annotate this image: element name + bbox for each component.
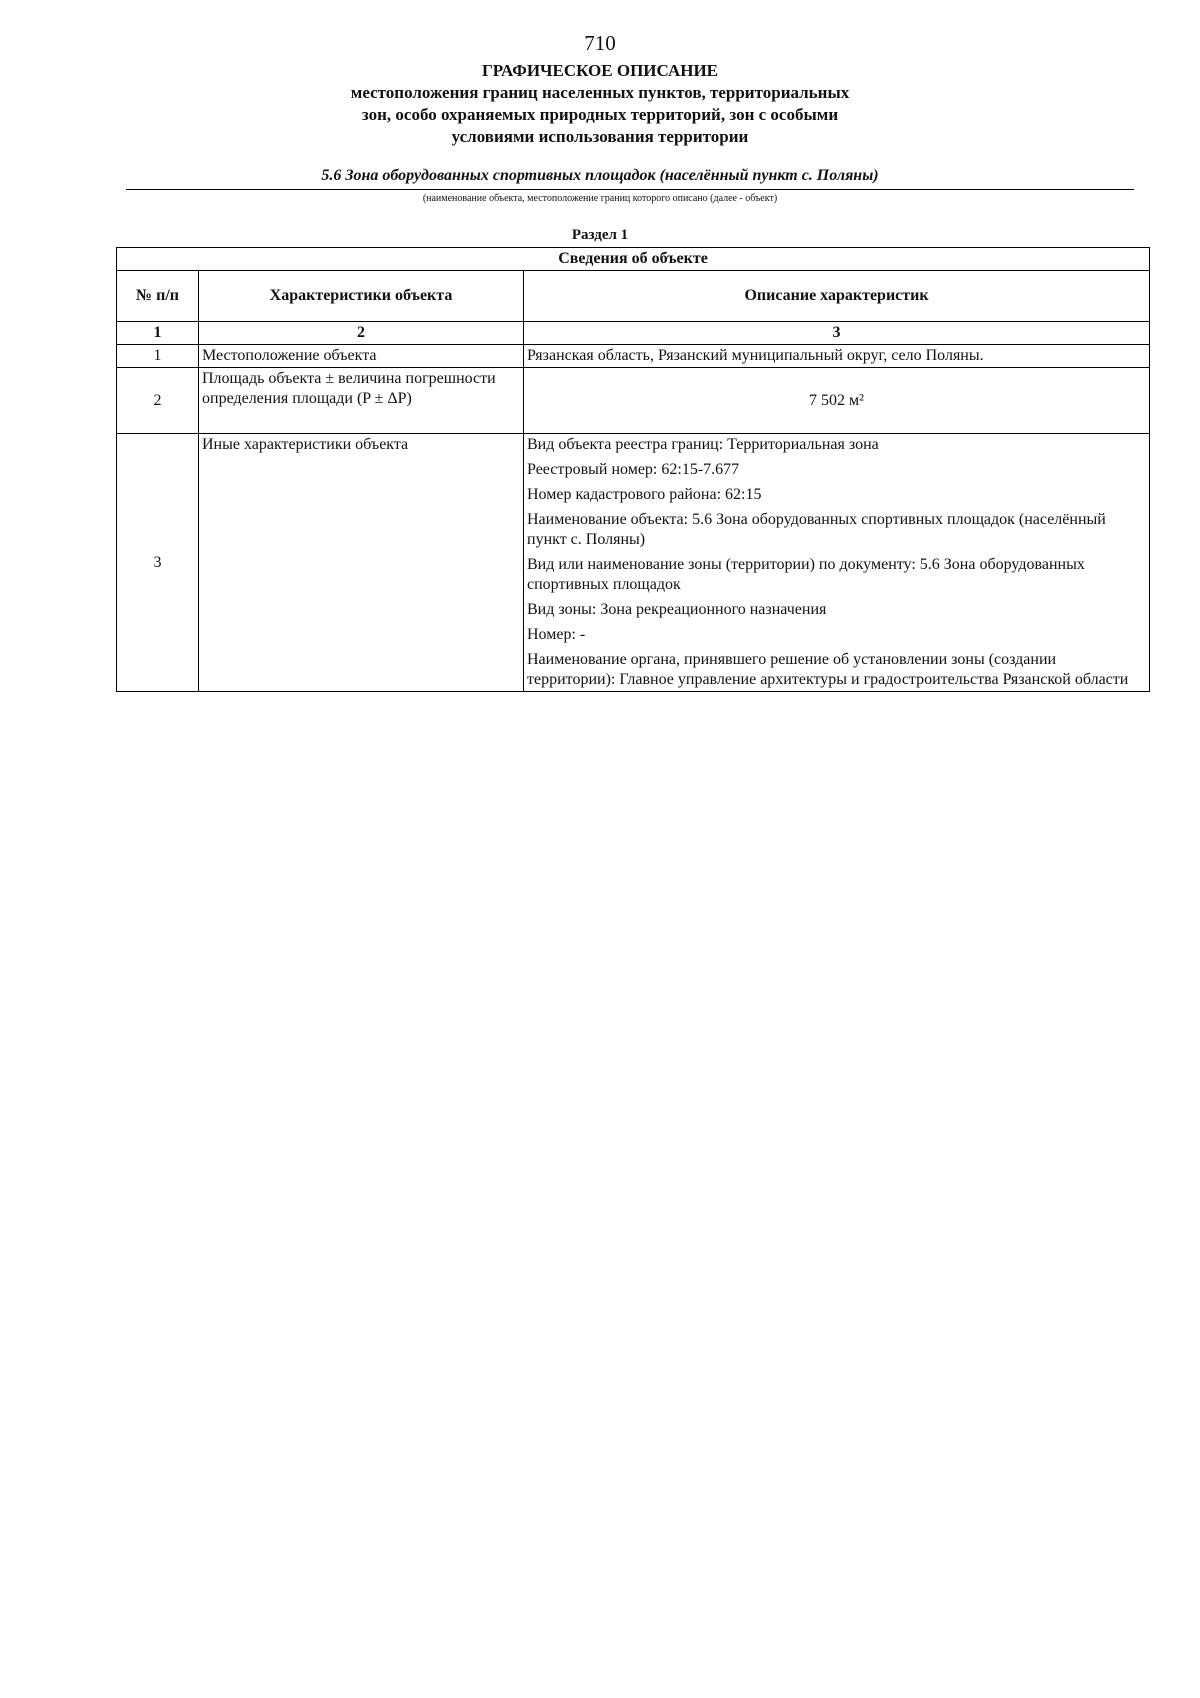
page-number: 710 [584, 31, 616, 55]
object-info-table [116, 247, 1150, 692]
row-characteristic: Местоположение объекта [199, 345, 524, 368]
description-line: Вид зоны: Зона рекреационного назначения [527, 601, 827, 618]
row-description-list [524, 434, 1150, 692]
document-header [0, 60, 1200, 148]
table-header-row [117, 271, 1150, 322]
table-row [117, 434, 1150, 692]
description-line: Наименование объекта: 5.6 Зона оборудованных спортивных площадок (населённый пункт с. Поляны) [527, 511, 1106, 548]
row-description: 7 502 м² [524, 368, 1150, 434]
document-subtitle-line-1: местоположения границ населенных пунктов, территориальных [350, 83, 850, 102]
row-number: 2 [117, 368, 199, 434]
table-row [117, 345, 1150, 368]
section-label: Раздел 1 [571, 227, 629, 243]
description-line: Вид или наименование зоны (территории) по документу: 5.6 Зона оборудованных спортивных площадок [527, 556, 1085, 593]
table-row [117, 368, 1150, 434]
row-number: 3 [117, 434, 199, 692]
header-number: № п/п [117, 271, 199, 322]
row-characteristic: Площадь объекта ± величина погрешности определения площади (P ± ΔP) [199, 368, 524, 434]
description-line: Номер кадастрового района: 62:15 [527, 486, 762, 503]
description-line: Вид объекта реестра границ: Территориальная зона [527, 436, 879, 453]
column-number-1: 1 [117, 322, 199, 345]
document-subtitle-line-3: условиями использования территории [451, 127, 749, 146]
description-line: Номер: - [527, 626, 586, 643]
table-caption: Сведения об объекте [117, 248, 1150, 271]
object-name-underline [126, 189, 1134, 190]
row-characteristic: Иные характеристики объекта [199, 434, 524, 692]
description-line: Реестровый номер: 62:15-7.677 [527, 461, 740, 478]
row-number: 1 [117, 345, 199, 368]
table-caption-row [117, 248, 1150, 271]
document-subtitle-line-2: зон, особо охраняемых природных территорий, зон с особыми [361, 105, 839, 124]
column-number-3: 3 [524, 322, 1150, 345]
row-description: Рязанская область, Рязанский муниципальный округ, село Поляны. [524, 345, 1150, 368]
object-name: 5.6 Зона оборудованных спортивных площадок (населённый пункт с. Поляны) [321, 167, 879, 184]
header-characteristic: Характеристики объекта [199, 271, 524, 322]
column-number-2: 2 [199, 322, 524, 345]
description-line: Наименование органа, принявшего решение об установлении зоны (создании территории): Главное управление архитектуры и градостроительства Рязанской области [527, 651, 1129, 688]
object-name-caption: (наименование объекта, местоположение границ которого описано (далее - объект) [422, 193, 778, 204]
table-column-numbers-row [117, 322, 1150, 345]
header-description: Описание характеристик [524, 271, 1150, 322]
document-title: ГРАФИЧЕСКОЕ ОПИСАНИЕ [481, 61, 719, 80]
